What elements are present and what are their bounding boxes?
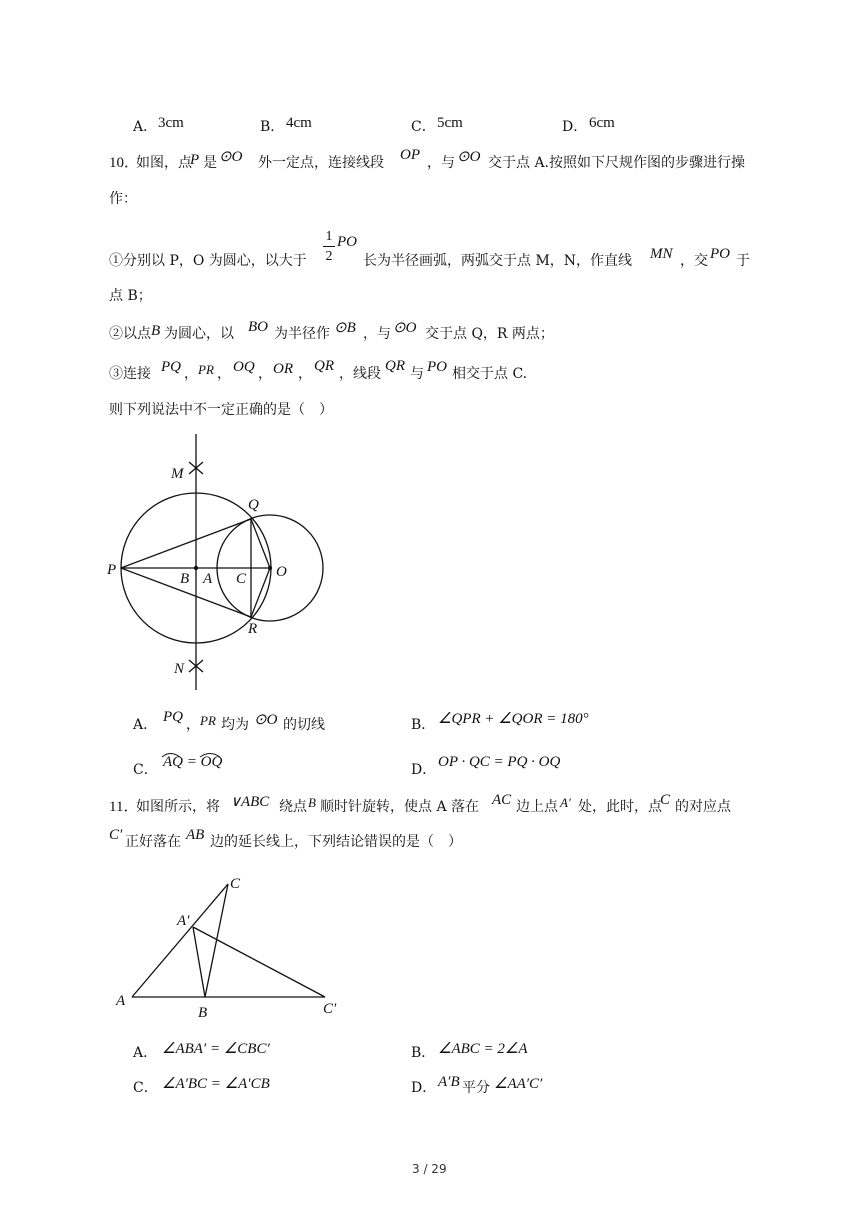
- segment-a1c1: [193, 927, 325, 997]
- q9-option-c-text: 5cm: [437, 115, 463, 131]
- q10-step3: ，: [217, 366, 231, 382]
- segment-a1b: [193, 927, 205, 997]
- q10-option-d-letter: D．: [411, 762, 437, 778]
- label-a: A: [203, 571, 213, 587]
- q11-option-c-letter: C．: [133, 1080, 158, 1096]
- q10-option-a-text: ，: [186, 717, 200, 733]
- label-a: A: [116, 993, 126, 1009]
- q10-step3: 与: [410, 366, 424, 382]
- q9-option-b-letter: B．: [260, 119, 285, 135]
- frac-denominator: 2: [325, 249, 333, 264]
- q10-qr: QR: [314, 358, 334, 374]
- q11-text: 正好落在: [125, 834, 181, 850]
- q11-option-d-math2: ∠AA′C′: [494, 1076, 543, 1092]
- q10-or: OR: [273, 361, 293, 377]
- q10-point-b: B: [151, 323, 161, 339]
- label-p: P: [107, 562, 117, 578]
- label-c: C: [230, 876, 241, 892]
- q11-text: 处，此时，点: [578, 799, 662, 815]
- label-n: N: [174, 661, 185, 677]
- q10-step2: ②以点: [109, 326, 151, 342]
- q11-option-d-math: A′B: [438, 1074, 460, 1090]
- q9-option-d-text: 6cm: [589, 115, 615, 131]
- q11-option-d-letter: D．: [411, 1080, 437, 1096]
- q10-circle-b: ⊙B: [334, 320, 356, 336]
- q10-option-d-math: OP · QC = PQ · OQ: [438, 754, 561, 770]
- q10-text: 交于点 A.按照如下尺规作图的步骤进行操: [488, 155, 746, 171]
- q9-option-a-text: 3cm: [158, 115, 184, 131]
- q10-option-c-letter: C．: [133, 762, 158, 778]
- q9-option-a-letter: A．: [133, 119, 158, 135]
- q10-option-b-letter: B．: [411, 717, 436, 733]
- label-b: B: [198, 1005, 208, 1021]
- q11-option-b-math: ∠ABC = 2∠A: [438, 1041, 528, 1057]
- q11-text: 边上点: [516, 799, 558, 815]
- q10-step1: ①分别以 P，O 为圆心，以大于: [109, 253, 307, 269]
- q11-point-c: C: [660, 792, 671, 808]
- q10-option-a-text: 均为: [221, 717, 249, 733]
- q11-point-a1: A′: [560, 795, 571, 810]
- segment-cb: [205, 884, 228, 997]
- q10-step3: ，: [298, 366, 312, 382]
- q10-step2: 为半径作: [274, 326, 330, 342]
- label-q: Q: [248, 497, 259, 513]
- q10-text: 如图，点: [136, 155, 192, 171]
- label-o: O: [276, 564, 287, 580]
- q10-step3: ，: [258, 366, 272, 382]
- q10-option-a-pq: PQ: [163, 709, 183, 725]
- q10-text: 是: [203, 155, 217, 171]
- q10-number: 10．: [109, 155, 140, 171]
- q10-mn: MN: [650, 246, 673, 262]
- q11-option-c-math: ∠A′BC = ∠A′CB: [162, 1076, 270, 1092]
- q10-option-a-text: 的切线: [283, 717, 325, 733]
- label-m: M: [171, 466, 184, 482]
- q10-circle-o: ⊙O: [219, 149, 243, 165]
- q10-oq: OQ: [233, 359, 255, 375]
- label-r: R: [248, 621, 258, 637]
- q10-step1: 长为半径画弧，两弧交于点 M，N，作直线: [363, 253, 633, 269]
- q10-step2: 为圆心，以: [164, 326, 234, 342]
- q11-triangle: ∨ABC: [230, 794, 270, 810]
- q10-po: PO: [427, 359, 447, 375]
- label-b: B: [180, 571, 190, 587]
- q10-step3: ，: [184, 366, 198, 382]
- q11-ac: AC: [492, 792, 512, 808]
- q11-text: 如图所示，将: [136, 799, 220, 815]
- q11-text: 顺时针旋转，使点 A 落在: [320, 799, 480, 815]
- q10-text: 作：: [109, 191, 137, 207]
- label-c: C: [236, 571, 247, 587]
- q10-bo: BO: [248, 319, 268, 335]
- frac-numerator: 1: [325, 229, 333, 244]
- q10-text: ，与: [427, 155, 455, 171]
- q10-step2: 交于点 Q，R 两点；: [425, 326, 554, 342]
- q10-point-p: P: [190, 152, 200, 168]
- q10-circle-o: ⊙O: [457, 149, 481, 165]
- segment-ac: [132, 884, 228, 997]
- q10-option-c-math: AQ = OQ: [163, 754, 223, 770]
- q11-option-b-letter: B．: [411, 1045, 436, 1061]
- q10-po: PO: [337, 234, 357, 250]
- q11-number: 11．: [109, 799, 139, 815]
- label-a1: A′: [177, 913, 190, 929]
- q9-option-c-letter: C．: [411, 119, 436, 135]
- q10-step2: ，与: [363, 326, 391, 342]
- q10-circle-o: ⊙O: [393, 320, 417, 336]
- label-c1: C′: [323, 1001, 337, 1017]
- q10-segment-op: OP: [400, 147, 420, 163]
- page-number: 3 / 29: [412, 1162, 447, 1176]
- q10-text: 外一定点，连接线段: [258, 155, 384, 171]
- q10-step3: ，线段: [339, 366, 381, 382]
- q11-point-c1: C′: [109, 827, 123, 843]
- q10-option-a-pr: PR: [200, 713, 216, 728]
- q10-option-b-math: ∠QPR + ∠QOR = 180°: [438, 711, 589, 727]
- q11-option-d-text: 平分: [462, 1080, 490, 1096]
- q9-option-b-text: 4cm: [286, 115, 312, 131]
- q10-question: 则下列说法中不一定正确的是（ ）: [109, 402, 333, 418]
- q10-pq: PQ: [161, 359, 181, 375]
- q10-step3: ③连接: [109, 366, 151, 382]
- q10-pr: PR: [198, 362, 214, 377]
- q10-option-a-circle: ⊙O: [254, 712, 278, 728]
- q10-step3: 相交于点 C.: [452, 366, 528, 382]
- q11-option-a-math: ∠ABA′ = ∠CBC′: [162, 1041, 270, 1057]
- q11-text: 边的延长线上，下列结论错误的是（ ）: [210, 834, 462, 850]
- q10-step1: 点 B；: [109, 288, 152, 304]
- q10-step1: 于: [736, 253, 750, 269]
- q11-ab: AB: [186, 827, 205, 843]
- q11-text: 绕点: [279, 799, 307, 815]
- q10-step1: ，交: [680, 253, 708, 269]
- q11-option-a-letter: A．: [133, 1045, 158, 1061]
- q9-option-d-letter: D．: [562, 119, 588, 135]
- q10-qr: QR: [385, 358, 405, 374]
- q11-text: 的对应点: [675, 799, 731, 815]
- q10-option-a-letter: A．: [133, 717, 158, 733]
- q11-point-b: B: [308, 795, 316, 810]
- q10-po: PO: [710, 246, 730, 262]
